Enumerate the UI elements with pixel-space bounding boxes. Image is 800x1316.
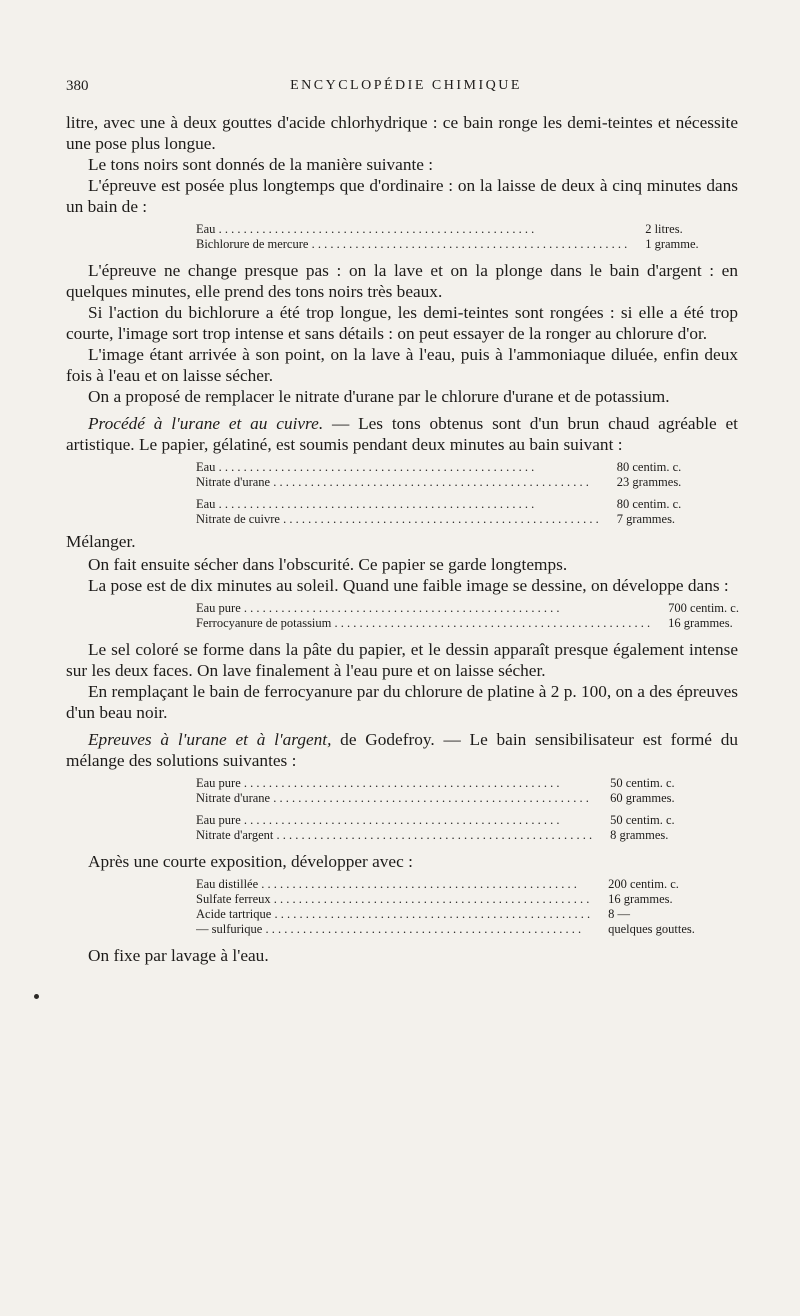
ingredient: Eau . . . (196, 460, 599, 475)
ingredient: Nitrate de cuivre . . . (196, 512, 599, 527)
ingredient: Acide tartrique . . . (196, 907, 590, 922)
recipe-row (196, 877, 695, 892)
ingredient: Ferrocyanure de potassium . . . (196, 616, 650, 631)
recipe-row (196, 616, 739, 631)
instruction: Mélanger. (66, 532, 136, 551)
page-header (66, 78, 746, 102)
quantity: 7 grammes. (616, 512, 676, 526)
page-body (66, 112, 738, 966)
paragraph-text: de Godefroy. — Le bain sensibilisateur est formé du mélange des solutions suivantes : (66, 730, 738, 770)
paragraph: L'épreuve ne change presque pas : on la lave et on la plonge dans le bain d'argent : en quelques minutes, elle prend des tons noirs très beaux. (66, 261, 738, 301)
ink-spot (34, 994, 39, 999)
running-title: ENCYCLOPÉDIE CHIMIQUE (290, 78, 522, 93)
quantity: 23 grammes. (616, 475, 682, 489)
recipe-row (196, 490, 681, 512)
recipe-row (196, 791, 675, 806)
section-title: Procédé à l'urane et au cuivre. (88, 414, 324, 433)
quantity: 16 grammes. (668, 616, 733, 630)
recipe-table (196, 601, 739, 631)
ingredient: Nitrate d'urane . . . (196, 475, 599, 490)
quantity: 80 centim. c. (616, 497, 682, 511)
paragraph: On fixe par lavage à l'eau. (88, 946, 269, 965)
recipe-table (196, 222, 699, 252)
paragraph: La pose est de dix minutes au soleil. Quand une faible image se dessine, on développe dans : (88, 576, 729, 595)
paragraph: Si l'action du bichlorure a été trop longue, les demi-teintes sont rongées : si elle a été trop courte, l'image sort trop intense et sans détails : on peut essayer de la ronger au chlorure d'or. (66, 303, 738, 343)
quantity: quelques gouttes. (608, 922, 695, 936)
quantity: 50 centim. c. (610, 776, 675, 790)
recipe-row (196, 806, 675, 828)
paragraph: L'épreuve est posée plus longtemps que d'ordinaire : on la laisse de deux à cinq minutes dans un bain de : (66, 176, 738, 216)
recipe-table (196, 877, 695, 937)
ingredient: — sulfurique . . . (196, 922, 590, 937)
paragraph: En remplaçant le bain de ferrocyanure par du chlorure de platine à 2 p. 100, on a des épreuves d'un beau noir. (66, 682, 738, 722)
quantity: 80 centim. c. (616, 460, 682, 474)
paragraph: L'image étant arrivée à son point, on la lave à l'eau, puis à l'ammoniaque diluée, enfin deux fois à l'eau et on laisse sécher. (66, 345, 738, 385)
recipe-table (196, 460, 681, 527)
ingredient: Eau pure . . . (196, 601, 650, 616)
quantity: 50 centim. c. (610, 813, 675, 827)
paragraph: litre, avec une à deux gouttes d'acide chlorhydrique : ce bain ronge les demi-teintes et nécessite une pose plus longue. (66, 113, 738, 153)
paragraph (66, 729, 738, 771)
recipe-row (196, 828, 675, 843)
section-title: Epreuves à l'urane et à l'argent, (88, 730, 332, 749)
recipe-row (196, 601, 739, 616)
ingredient: Eau . . . (196, 222, 627, 237)
recipe-row (196, 475, 681, 490)
paragraph (66, 413, 738, 455)
ingredient: Eau pure . . . (196, 806, 592, 828)
quantity: 200 centim. c. (608, 877, 679, 891)
quantity: 16 grammes. (608, 892, 673, 906)
paragraph: Le tons noirs sont donnés de la manière suivante : (88, 155, 434, 174)
paragraph: On fait ensuite sécher dans l'obscurité. Ce papier se garde longtemps. (88, 555, 568, 574)
recipe-row (196, 237, 699, 252)
ingredient: Nitrate d'argent . . . (196, 828, 592, 843)
recipe-row (196, 892, 695, 907)
recipe-row (196, 776, 675, 791)
page-number: 380 (66, 78, 89, 94)
quantity: 2 litres. (645, 222, 683, 236)
recipe-row (196, 460, 681, 475)
recipe-row (196, 222, 699, 237)
quantity: 8 grammes. (610, 828, 669, 842)
quantity: 8 — (608, 907, 630, 921)
paragraph: On a proposé de remplacer le nitrate d'urane par le chlorure d'urane et de potassium. (88, 387, 670, 406)
ingredient: Eau . . . (196, 490, 599, 512)
quantity: 60 grammes. (610, 791, 675, 805)
ingredient: Sulfate ferreux . . . (196, 892, 590, 907)
quantity: 1 gramme. (645, 237, 699, 251)
recipe-row (196, 907, 695, 922)
paragraph: Après une courte exposition, développer avec : (88, 852, 413, 871)
recipe-table (196, 776, 675, 843)
paragraph: Le sel coloré se forme dans la pâte du papier, et le dessin apparaît presque également intense sur les deux faces. On lave finalement à l'eau pure et on laisse sécher. (66, 640, 738, 680)
recipe-row (196, 922, 695, 937)
ingredient: Bichlorure de mercure . . . (196, 237, 627, 252)
ingredient: Nitrate d'urane . . . (196, 791, 592, 806)
ingredient: Eau pure . . . (196, 776, 592, 791)
quantity: 700 centim. c. (668, 601, 739, 615)
recipe-row (196, 512, 681, 527)
paragraph-text: — Les tons obtenus sont d'un brun chaud agréable et artistique. Le papier, gélatiné, est soumis pendant deux minutes au bain suivant : (66, 414, 738, 454)
ingredient: Eau distillée . . . (196, 877, 590, 892)
